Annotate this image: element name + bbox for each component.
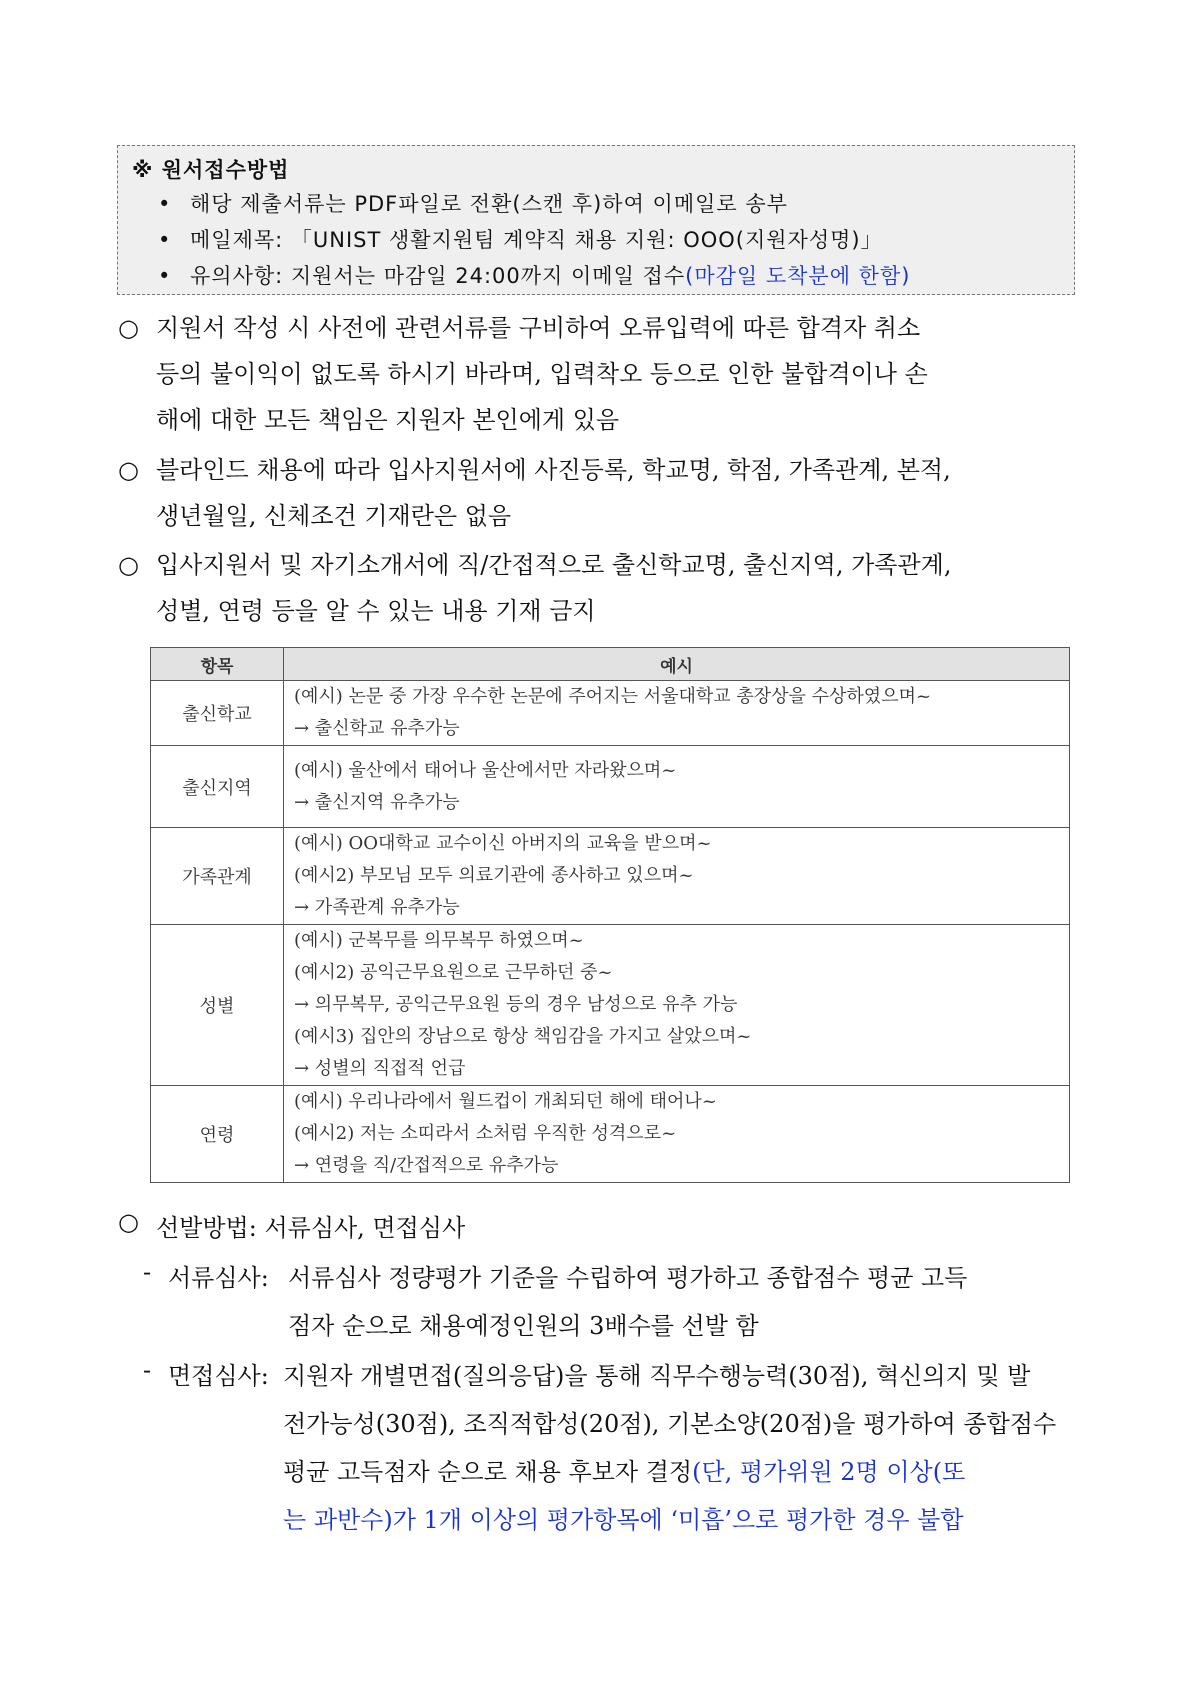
document-review-line: 점자 순으로 채용예정인원의 3배수를 선발 함 (288, 1312, 759, 1340)
notice-item (158, 224, 883, 254)
interview-line (283, 1452, 965, 1487)
paragraph-line: 블라인드 채용에 따라 입사지원서에 사진등록, 학교명, 학점, 가족관계, 본적, (156, 456, 951, 484)
example-line: → 출신지역 유추가능 (294, 791, 460, 813)
interview-line: 전가능성(30점), 조직적합성(20점), 기본소양(20점)을 평가하여 종합점수 (283, 1410, 1057, 1438)
example-line: → 의무복무, 공익근무요원 등의 경우 남성으로 유추 가능 (294, 994, 738, 1015)
header-example: 예시 (284, 648, 1070, 681)
bullet: • (158, 264, 172, 288)
dash-marker: - (143, 1258, 152, 1286)
example-line: (예시) 우리나라에서 월드컵이 개최되던 해에 태어나~ (294, 1091, 717, 1112)
example-line: (예시) 울산에서 태어나 울산에서만 자라왔으며~ (294, 759, 677, 781)
document-review-label: 서류심사: (168, 1264, 269, 1292)
notice-item (158, 260, 910, 290)
circle-marker: ○ (118, 456, 139, 484)
circle-marker: ○ (118, 1208, 139, 1236)
paragraph-line: 지원서 작성 시 사전에 관련서류를 구비하여 오류입력에 따른 합격자 취소 (156, 314, 921, 342)
table-row (151, 828, 1070, 925)
example-line: (예시2) 부모님 모두 의료기관에 종사하고 있으며~ (294, 865, 694, 886)
dash-marker: - (143, 1356, 152, 1384)
notice-title: ※ 원서접수방법 (132, 158, 290, 182)
example-line: (예시2) 공익근무요원으로 근무하던 중~ (294, 962, 613, 983)
paragraph-line: 입사지원서 및 자기소개서에 직/간접적으로 출신학교명, 출신지역, 가족관계, (156, 551, 952, 579)
interview-line-text: 평균 고득점자 순으로 채용 후보자 결정 (283, 1458, 693, 1486)
example-line: (예시) 군복무를 의무복무 하였으며~ (294, 930, 584, 951)
circle-marker: ○ (118, 314, 139, 342)
prohibited-examples-table (150, 647, 1070, 1183)
paragraph-line: 성별, 연령 등을 알 수 있는 내용 기재 금지 (156, 597, 596, 625)
row-examples (284, 828, 1070, 925)
row-category: 연령 (151, 1086, 284, 1183)
row-category: 출신학교 (151, 681, 284, 746)
example-line: → 가족관계 유추가능 (294, 897, 460, 918)
table-header-row (151, 648, 1070, 681)
row-category: 가족관계 (151, 828, 284, 925)
row-examples (284, 925, 1070, 1086)
notice-item-text: 유의사항: 지원서는 마감일 24:00까지 이메일 접수 (190, 264, 686, 288)
notice-item (158, 188, 788, 218)
interview-line: 지원자 개별면접(질의응답)을 통해 직무수행능력(30점), 혁신의지 및 발 (283, 1362, 1031, 1390)
example-line: → 성별의 직접적 언급 (294, 1058, 466, 1079)
selection-title: 선발방법: 서류심사, 면접심사 (156, 1214, 466, 1242)
example-line: → 연령을 직/간접적으로 유추가능 (294, 1155, 559, 1176)
table-row (151, 1086, 1070, 1183)
paragraph-line: 등의 불이익이 없도록 하시기 바라며, 입력착오 등으로 인한 불합격이나 손 (156, 360, 928, 388)
bullet: • (158, 192, 172, 216)
row-examples (284, 1086, 1070, 1183)
row-examples (284, 681, 1070, 746)
row-category: 성별 (151, 925, 284, 1086)
deadline-note: (마감일 도착분에 한함) (685, 264, 911, 288)
application-method-box (117, 145, 1075, 295)
example-line: (예시) OO대학교 교수이신 아버지의 교육을 받으며~ (294, 833, 712, 854)
notice-item-text: 해당 제출서류는 PDF파일로 전환(스캔 후)하여 이메일로 송부 (190, 192, 788, 216)
notice-item-text: 메일제목: 「UNIST 생활지원팀 계약직 채용 지원: OOO(지원자성명)」 (190, 228, 883, 252)
interview-condition-note: (단, 평가위원 2명 이상(또 (692, 1458, 966, 1486)
table-row (151, 746, 1070, 828)
table-row (151, 681, 1070, 746)
example-line: (예시3) 집안의 장남으로 항상 책임감을 가지고 살았으며~ (294, 1026, 752, 1047)
table-row (151, 925, 1070, 1086)
paragraph-line: 해에 대한 모든 책임은 지원자 본인에게 있음 (156, 406, 620, 434)
circle-marker: ○ (118, 551, 139, 579)
paragraph-line: 생년월일, 신체조건 기재란은 없음 (156, 502, 512, 530)
bullet: • (158, 228, 172, 252)
example-line: → 출신학교 유추가능 (294, 718, 460, 739)
interview-label: 면접심사: (168, 1362, 269, 1390)
header-item: 항목 (151, 648, 284, 681)
example-line: (예시) 논문 중 가장 우수한 논문에 주어지는 서울대학교 총장상을 수상하였으며~ (294, 686, 932, 707)
row-examples (284, 746, 1070, 828)
row-category: 출신지역 (151, 746, 284, 828)
interview-condition-note: 는 과반수)가 1개 이상의 평가항목에 ‘미흡’으로 평가한 경우 불합 (283, 1506, 964, 1534)
document-review-line: 서류심사 정량평가 기준을 수립하여 평가하고 종합점수 평균 고득 (288, 1264, 968, 1292)
example-line: (예시2) 저는 소띠라서 소처럼 우직한 성격으로~ (294, 1123, 677, 1144)
